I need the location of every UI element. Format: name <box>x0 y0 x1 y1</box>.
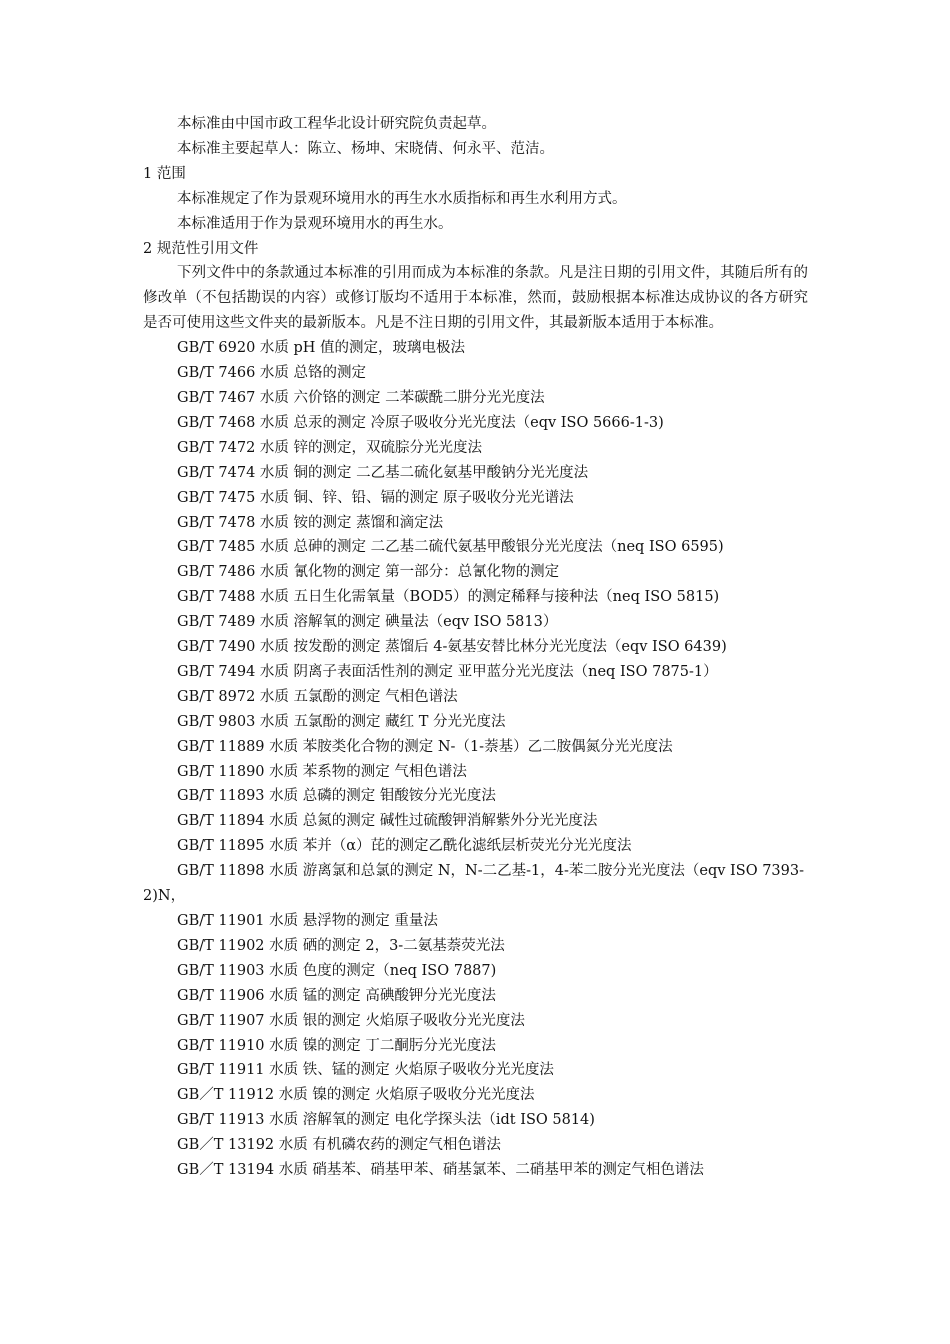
reference-item: GB/T 11894 水质 总氮的测定 碱性过硫酸钾消解紫外分光光度法 <box>177 813 598 830</box>
reference-item: GB/T 11913 水质 溶解氧的测定 电化学探头法（idt ISO 5814) <box>177 1112 595 1129</box>
reference-item: GB/T 7475 水质 铜、锌、铅、镉的测定 原子吸收分光光谱法 <box>177 489 574 506</box>
reference-item: GB/T 11889 水质 苯胺类化合物的测定 N-（1-萘基）乙二胺偶氮分光光度法 <box>177 738 673 755</box>
reference-item: GB/T 7478 水质 铵的测定 蒸馏和滴定法 <box>177 514 444 531</box>
reference-item: GB/T 11911 水质 铁、锰的测定 火焰原子吸收分光光度法 <box>177 1062 554 1079</box>
reference-item: GB/T 11893 水质 总磷的测定 钼酸铵分光光度法 <box>177 788 496 805</box>
scope-paragraph-2: 本标准适用于作为景观环境用水的再生水。 <box>177 215 453 232</box>
reference-item: GB/T 7490 水质 按发酚的测定 蒸馏后 4-氨基安替比林分光光度法（eqv ISO 6439) <box>177 639 727 656</box>
reference-item: GB/T 11898 水质 游离氯和总氯的测定 N，N-二乙基-1，4-苯二胺分光光度法（eqv ISO 7393-2)N， <box>143 863 805 905</box>
reference-list <box>143 336 808 1183</box>
reference-item: GB/T 7474 水质 铜的测定 二乙基二硫化氨基甲酸钠分光光度法 <box>177 464 589 481</box>
reference-item: GB／T 11912 水质 镍的测定 火焰原子吸收分光光度法 <box>177 1087 535 1104</box>
reference-item: GB/T 7472 水质 锌的测定，双硫腙分光光度法 <box>177 439 483 456</box>
document-body <box>143 112 808 1183</box>
reference-item: GB／T 13194 水质 硝基苯、硝基甲苯、硝基氯苯、二硝基甲苯的测定气相色谱法 <box>177 1162 704 1179</box>
reference-item: GB/T 11903 水质 色度的测定（neq ISO 7887) <box>177 962 497 979</box>
reference-item: GB/T 11902 水质 硒的测定 2，3-二氨基萘荧光法 <box>177 937 505 954</box>
drafters-paragraph: 本标准主要起草人：陈立、杨坤、宋晓倩、何永平、范洁。 <box>177 140 554 157</box>
scope-paragraph-1: 本标准规定了作为景观环境用水的再生水水质指标和再生水利用方式。 <box>177 190 627 207</box>
reference-item: GB/T 7466 水质 总铬的测定 <box>177 365 367 382</box>
reference-item: GB／T 13192 水质 有机磷农药的测定气相色谱法 <box>177 1137 501 1154</box>
reference-item: GB/T 11895 水质 苯并（α）芘的测定乙酰化滤纸层析荧光分光光度法 <box>177 838 632 855</box>
reference-item: GB/T 7489 水质 溶解氧的测定 碘量法（eqv ISO 5813） <box>177 614 558 631</box>
reference-item: GB/T 6920 水质 pH 值的测定，玻璃电极法 <box>177 340 466 357</box>
reference-item: GB/T 8972 水质 五氯酚的测定 气相色谱法 <box>177 688 458 705</box>
reference-item: GB/T 11906 水质 锰的测定 高碘酸钾分光光度法 <box>177 987 496 1004</box>
reference-item: GB/T 7488 水质 五日生化需氧量（BOD5）的测定稀释与接种法（neq ISO 5815) <box>177 589 720 606</box>
section-2-heading: 2 规范性引用文件 <box>143 240 259 257</box>
reference-item: GB/T 11907 水质 银的测定 火焰原子吸收分光光度法 <box>177 1012 525 1029</box>
reference-item: GB/T 7486 水质 氰化物的测定 第一部分：总氰化物的测定 <box>177 564 560 581</box>
reference-item: GB/T 7485 水质 总砷的测定 二乙基二硫代氨基甲酸银分光光度法（neq ISO 6595) <box>177 539 724 556</box>
references-intro-paragraph: 下列文件中的条款通过本标准的引用而成为本标准的条款。凡是注日期的引用文件，其随后所有的修改单（不包括勘误的内容）或修订版均不适用于本标准，然而，鼓励根据本标准达成协议的各方研究是否可使用这些文件夹的最新版本。凡是不注日期的引用文件，其最新版本适用于本标准。 <box>143 265 808 332</box>
reference-item: GB/T 9803 水质 五氯酚的测定 藏红 T 分光光度法 <box>177 713 506 730</box>
section-1-heading: 1 范围 <box>143 165 186 182</box>
reference-item: GB/T 7467 水质 六价铬的测定 二苯碳酰二肼分光光度法 <box>177 389 545 406</box>
reference-item: GB/T 11910 水质 镍的测定 丁二酮肟分光光度法 <box>177 1037 496 1054</box>
reference-item: GB/T 7468 水质 总汞的测定 冷原子吸收分光光度法（eqv ISO 5666-1-3) <box>177 414 664 431</box>
drafting-unit-paragraph: 本标准由中国市政工程华北设计研究院负责起草。 <box>177 116 496 132</box>
reference-item: GB/T 11901 水质 悬浮物的测定 重量法 <box>177 913 438 929</box>
reference-item: GB/T 7494 水质 阴离子表面活性剂的测定 亚甲蓝分光光度法（neq ISO 7875-1） <box>177 663 718 680</box>
reference-item: GB/T 11890 水质 苯系物的测定 气相色谱法 <box>177 763 467 780</box>
